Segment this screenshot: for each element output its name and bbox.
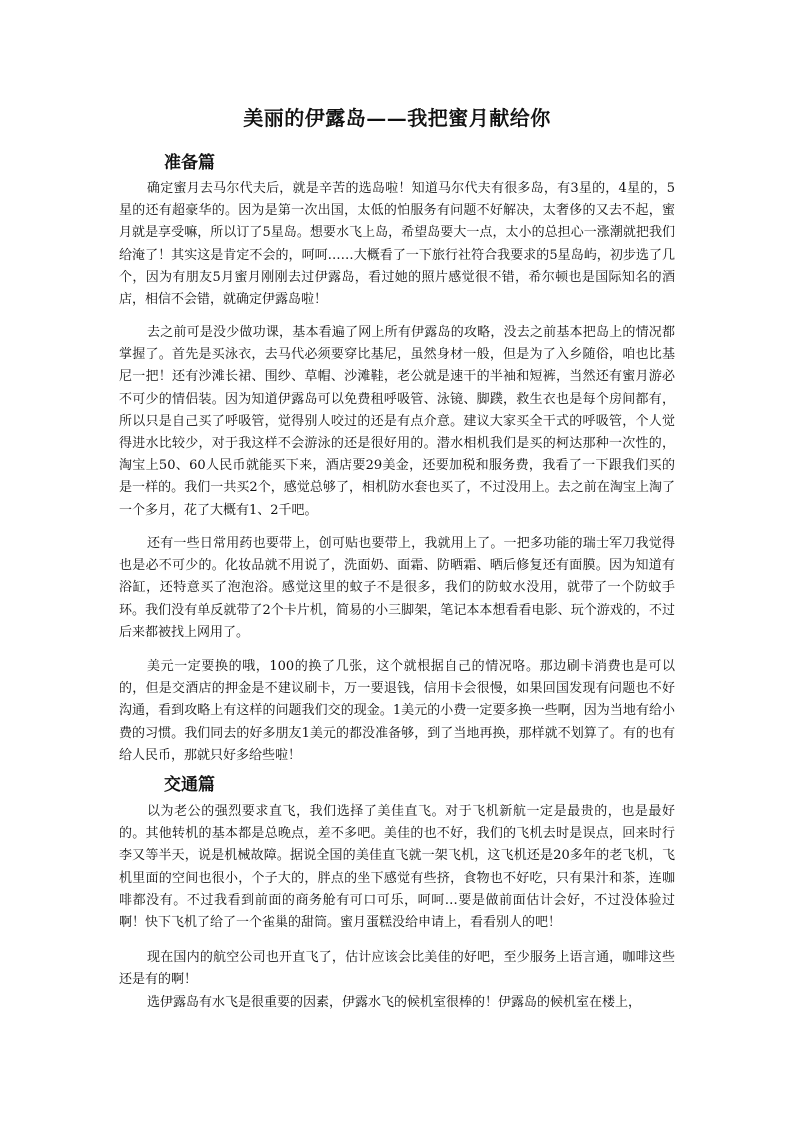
section-heading-preparation: 准备篇	[164, 153, 215, 173]
section-heading-transport: 交通篇	[164, 775, 215, 795]
paragraph: 美元一定要换的哦，100的换了几张，这个就根据自己的情况咯。那边刷卡消费也是可以的，但是交酒店的押金是不建议刷卡，万一要退钱，信用卡会很慢，如果回国发现有问题也不好沟通，看到攻略上有这样的问题我们交的现金。1美元的小费一定要多换一些啊，因为当地有给小费的习惯。我们同去的好多朋友1美元的都没准备够，到了当地再换，那样就不划算了。有的也有给人民币，那就只好多给些啦！	[119, 659, 675, 763]
paragraph: 去之前可是没少做功课，基本看遍了网上所有伊露岛的攻略，没去之前基本把岛上的情况都掌握了。首先是买泳衣，去马代必须要穿比基尼，虽然身材一般，但是为了入乡随俗，咱也比基尼一把！还有沙滩长裙、围纱、草帽、沙滩鞋，老公就是速干的半袖和短裤，当然还有蜜月游必不可少的情侣装。因为知道伊露岛可以免费租呼吸管、泳镜、脚蹼，救生衣也是每个房间都有，所以只是自己买了呼吸管，觉得别人咬过的还是有点介意。建议大家买全干式的呼吸管，个人觉得进水比较少，对于我这样不会游泳的还是很好用的。潜水相机我们是买的柯达那种一次性的，淘宝上50、60人民币就能买下来，酒店要29美金，还要加税和服务费，我看了一下跟我们买的是一样的。我们一共买2个，感觉总够了，相机防水套也买了，不过没用上。去之前在淘宝上淘了一个多月，花了大概有1、2千吧。	[119, 325, 675, 518]
document-title: 美丽的伊露岛——我把蜜月献给你	[243, 106, 551, 130]
paragraph: 还有一些日常用药也要带上，创可贴也要带上，我就用上了。一把多功能的瑞士军刀我觉得也是必不可少的。化妆品就不用说了，洗面奶、面霜、防晒霜、晒后修复还有面膜。因为知道有浴缸，还特意买了泡泡浴。感觉这里的蚊子不是很多，我们的防蚊水没用，就带了一个防蚊手环。我们没有单反就带了2个卡片机，简易的小三脚架，笔记本本想看看电影、玩个游戏的，不过后来都被找上网用了。	[119, 536, 675, 640]
paragraph: 确定蜜月去马尔代夫后，就是辛苦的选岛啦！知道马尔代夫有很多岛，有3星的，4星的，5星的还有超豪华的。因为是第一次出国，太低的怕服务有问题不好解决，太奢侈的又去不起，蜜月就是享受嘛，所以订了5星岛。想要水飞上岛，希望岛要大一点，太小的总担心一涨潮就把我们给淹了！其实这是肯定不会的，呵呵……大概看了一下旅行社符合我要求的5星岛屿，初步选了几个，因为有朋友5月蜜月刚刚去过伊露岛，看过她的照片感觉很不错，希尔顿也是国际知名的酒店，相信不会错，就确定伊露岛啦！	[119, 181, 675, 308]
paragraph: 现在国内的航空公司也开直飞了，估计应该会比美佳的好吧，至少服务上语言通，咖啡这些还是有的啊！	[119, 950, 675, 988]
paragraph: 以为老公的强烈要求直飞，我们选择了美佳直飞。对于飞机新航一定是最贵的，也是最好的。其他转机的基本都是总晚点，差不多吧。美佳的也不好，我们的飞机去时是误点，回来时行李又等半天，说是机械故障。据说全国的美佳直飞就一架飞机，这飞机还是20多年的老飞机，飞机里面的空间也很小，个子大的，胖点的坐下感觉有些挤，食物也不好吃，只有果汁和茶，连咖啡都没有。不过我看到前面的商务舱有可口可乐，呵呵…要是做前面估计会好，不过没体验过啊！快下飞机了给了一个雀巢的甜筒。蜜月蛋糕没给申请上，看看别人的吧！	[119, 804, 675, 931]
paragraph: 选伊露岛有水飞是很重要的因素，伊露水飞的候机室很棒的！伊露岛的候机室在楼上，	[147, 995, 642, 1010]
